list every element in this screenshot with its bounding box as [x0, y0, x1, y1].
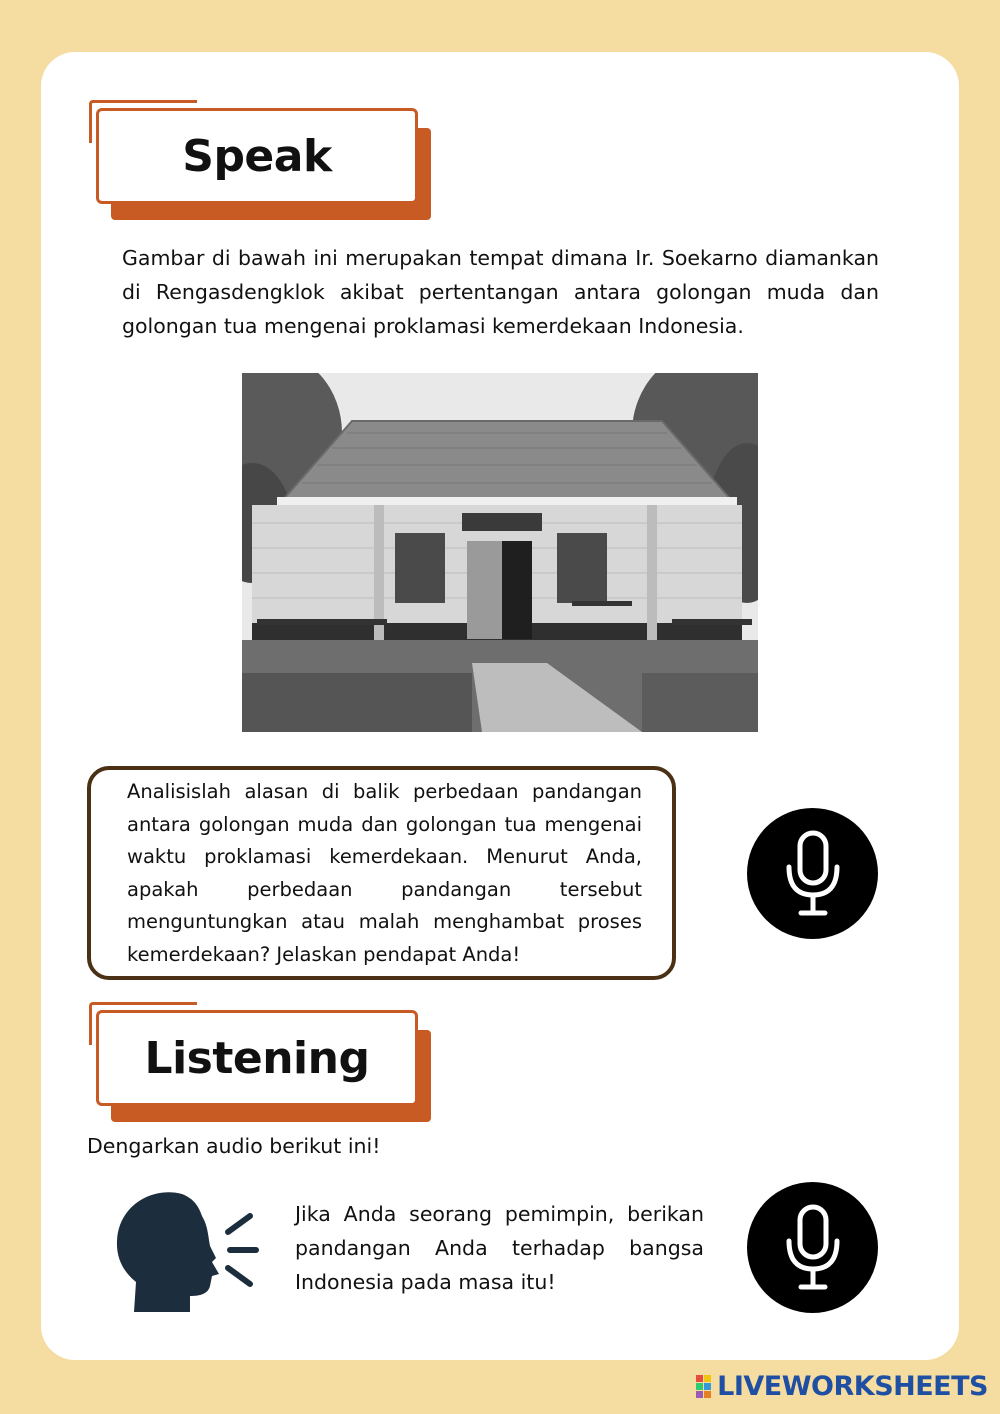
- listening-title: Listening: [144, 1032, 370, 1084]
- microphone-icon: [781, 829, 845, 919]
- speak-question-text: Analisislah alasan di balik perbedaan pandangan antara golongan muda dan golongan tua mengenai waktu proklamasi kemerdekaan. Menurut Anda, apakah perbedaan pandangan tersebut menguntungkan atau malah menghambat proses kemerdekaan? Jelaskan pendapat Anda!: [127, 780, 642, 966]
- listening-question-text: Jika Anda seorang pemimpin, berikan pandangan Anda terhadap bangsa Indonesia pada masa itu!: [295, 1202, 704, 1294]
- listening-title-box: [96, 1010, 418, 1106]
- listening-instruction: Dengarkan audio berikut ini!: [87, 1134, 381, 1158]
- listening-title-block: [96, 1010, 441, 1130]
- speaking-head-icon: [112, 1186, 262, 1314]
- logo-mark-icon: [696, 1375, 711, 1398]
- liveworksheets-logo[interactable]: [696, 1366, 988, 1406]
- speak-title-box: [96, 108, 418, 204]
- microphone-icon: [781, 1203, 845, 1293]
- logo-text: LIVEWORKSHEETS: [717, 1370, 988, 1402]
- listening-record-button[interactable]: [747, 1182, 878, 1313]
- speak-title-block: [96, 108, 441, 228]
- speak-intro-text: Gambar di bawah ini merupakan tempat dimana Ir. Soekarno diamankan di Rengasdengklok akibat pertentangan antara golongan muda dan golongan tua mengenai proklamasi kemerdekaan Indonesia.: [122, 246, 879, 338]
- speak-title: Speak: [182, 130, 332, 182]
- audio-player[interactable]: [112, 1186, 262, 1314]
- rengasdengklok-house-photo: [242, 373, 758, 732]
- speak-record-button[interactable]: [747, 808, 878, 939]
